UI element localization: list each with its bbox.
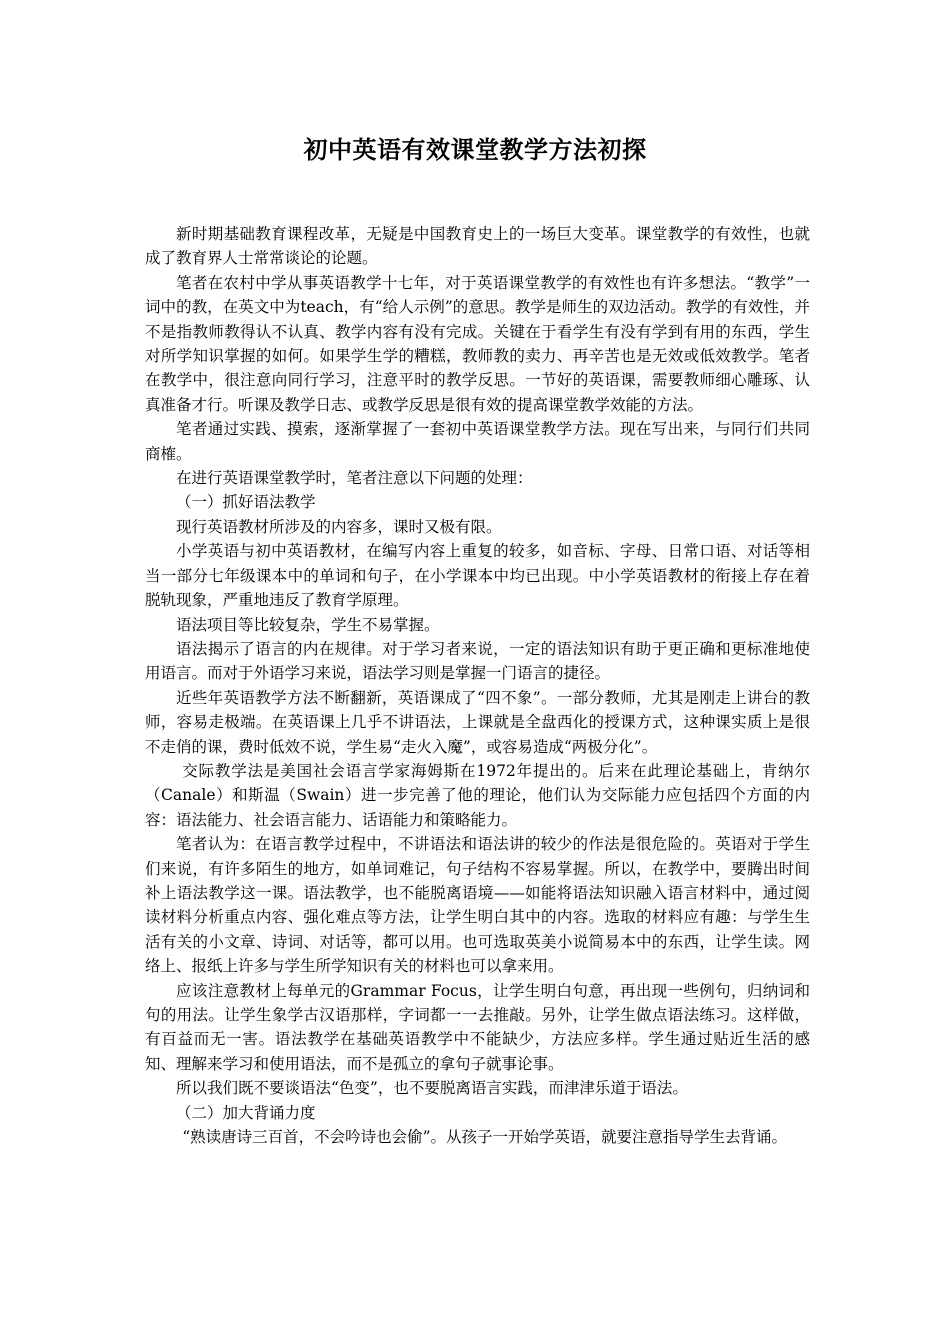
paragraph: 笔者在农村中学从事英语教学十七年，对于英语课堂教学的有效性也有许多想法。“教学”一词中的教，在英文中为teach，有“给人示例”的意思。教学是师生的双边活动。教学的有效性，并不是指教师教得认不认真、教学内容有没有完成。关键在于看学生有没有学到有用的东西，学生对所学知识掌握的如何。如果学生学的糟糕，教师教的卖力、再辛苦也是无效或低效教学。笔者在教学中，很注意向同行学习，注意平时的教学反思。一节好的英语课，需要教师细心雕琢、认真准备才行。听课及教学日志、或教学反思是很有效的提高课堂教学效能的方法。 [145,273,810,414]
paragraph: “熟读唐诗三百首，不会吟诗也会偷”。从孩子一开始学英语，就要注意指导学生去背诵。 [182,1128,788,1147]
paragraph: 交际教学法是美国社会语言学家海姆斯在1972年提出的。后来在此理论基础上，肯纳尔（Canale）和斯温（Swain）进一步完善了他的理论，他们认为交际能力应包括四个方面的内容：语法能力、社会语言能力、话语能力和策略能力。 [145,761,810,829]
paragraph: 在进行英语课堂教学时，笔者注意以下问题的处理： [176,469,533,488]
paragraph: 新时期基础教育课程改革，无疑是中国教育史上的一场巨大变革。课堂教学的有效性，也就成了教育界人士常常谈论的论题。 [145,225,810,268]
paragraph: 小学英语与初中英语教材，在编写内容上重复的较多，如音标、字母、日常口语、对话等相当一部分七年级课本中的单词和句子，在小学课本中均已出现。中小学英语教材的衔接上存在着脱轨现象，严重地违反了教育学原理。 [145,542,810,610]
section-heading: （一）抓好语法教学 [176,493,316,512]
paragraph: 应该注意教材上每单元的Grammar Focus，让学生明白句意，再出现一些例句，归纳词和句的用法。让学生象学古汉语那样，字词都一一去推敲。另外，让学生做点语法练习。这样做，有百益而无一害。语法教学在基础英语教学中不能缺少，方法应多样。学生通过贴近生活的感知、理解来学习和使用语法，而不是孤立的拿句子就事论事。 [145,981,810,1073]
document-title: 初中英语有效课堂教学方法初探 [303,135,647,164]
paragraph: 语法揭示了语言的内在规律。对于学习者来说，一定的语法知识有助于更正确和更标准地使用语言。而对于外语学习来说，语法学习则是掌握一门语言的捷径。 [145,639,810,683]
paragraph: 现行英语教材所涉及的内容多，课时又极有限。 [176,517,502,536]
paragraph: 所以我们既不要谈语法“色变”，也不要脱离语言实践，而津津乐道于语法。 [176,1079,688,1098]
section-heading: （二）加大背诵力度 [176,1103,316,1122]
document-body [145,222,810,1149]
paragraph: 近些年英语教学方法不断翻新，英语课成了“四不象”。一部分教师，尤其是刚走上讲台的教师，容易走极端。在英语课上几乎不讲语法，上课就是全盘西化的授课方式，这种课实质上是很不走俏的课，费时低效不说，学生易“走火入魔”，或容易造成“两极分化”。 [145,688,810,756]
paragraph: 语法项目等比较复杂，学生不易掌握。 [176,615,440,634]
paragraph: 笔者通过实践、摸索，逐渐掌握了一套初中英语课堂教学方法。现在写出来，与同行们共同商榷。 [145,420,810,463]
paragraph: 笔者认为：在语言教学过程中，不讲语法和语法讲的较少的作法是很危险的。英语对于学生们来说，有许多陌生的地方，如单词难记，句子结构不容易掌握。所以，在教学中，要腾出时间补上语法教学这一课。语法教学，也不能脱离语境——如能将语法知识融入语言材料中，通过阅读材料分析重点内容、强化难点等方法，让学生明白其中的内容。选取的材料应有趣：与学生生活有关的小文章、诗词、对话等，都可以用。也可选取英美小说简易本中的东西，让学生读。网络上、报纸上许多与学生所学知识有关的材料也可以拿来用。 [145,835,810,976]
